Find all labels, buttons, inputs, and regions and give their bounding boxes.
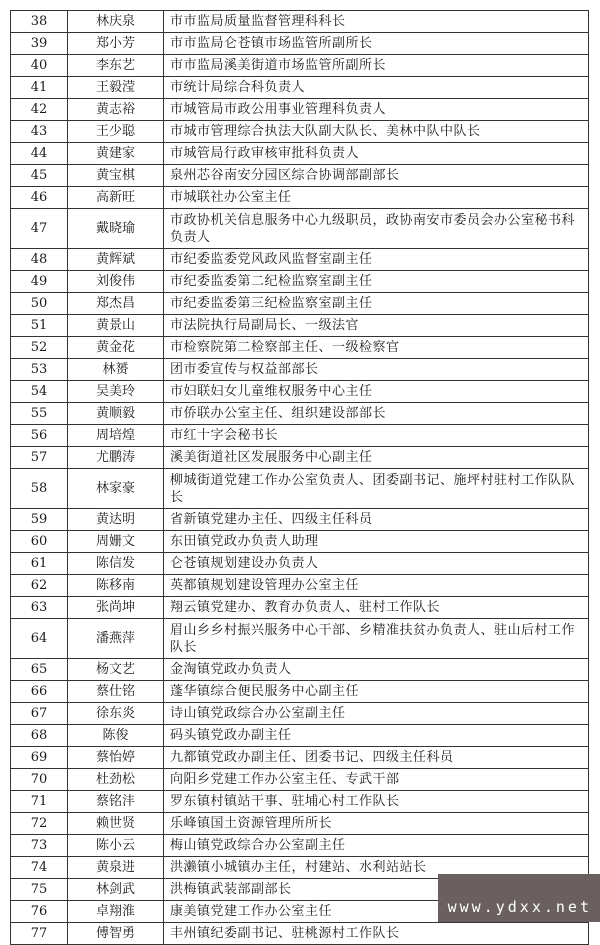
row-number-cell: 74 <box>11 857 68 879</box>
person-name-cell: 戴晓瑜 <box>68 209 164 249</box>
roster-table <box>10 10 589 945</box>
row-number-cell: 48 <box>11 249 68 271</box>
job-title-cell: 市市监局质量监督管理科科长 <box>164 11 589 33</box>
table-row <box>11 403 589 425</box>
row-number-cell: 65 <box>11 659 68 681</box>
row-number-cell: 71 <box>11 791 68 813</box>
table-row <box>11 249 589 271</box>
row-number-cell: 52 <box>11 337 68 359</box>
person-name-cell: 潘燕萍 <box>68 619 164 659</box>
person-name-cell: 黄宝棋 <box>68 165 164 187</box>
job-title-cell: 市城市管理综合执法大队副大队长、美林中队中队长 <box>164 121 589 143</box>
person-name-cell: 尤鹏涛 <box>68 447 164 469</box>
person-name-cell: 陈移南 <box>68 575 164 597</box>
site-watermark <box>438 874 600 922</box>
person-name-cell: 刘俊伟 <box>68 271 164 293</box>
table-row <box>11 209 589 249</box>
person-name-cell: 黄金花 <box>68 337 164 359</box>
job-title-cell: 市法院执行局副局长、一级法官 <box>164 315 589 337</box>
job-title-cell: 市统计局综合科负责人 <box>164 77 589 99</box>
roster-sheet <box>10 10 588 945</box>
person-name-cell: 林家豪 <box>68 469 164 509</box>
person-name-cell: 吴美玲 <box>68 381 164 403</box>
person-name-cell: 张尚坤 <box>68 597 164 619</box>
person-name-cell: 林庆泉 <box>68 11 164 33</box>
row-number-cell: 76 <box>11 901 68 923</box>
job-title-cell: 省新镇党建办主任、四级主任科员 <box>164 509 589 531</box>
row-number-cell: 56 <box>11 425 68 447</box>
table-row <box>11 813 589 835</box>
job-title-cell: 金淘镇党政办负责人 <box>164 659 589 681</box>
table-row <box>11 165 589 187</box>
row-number-cell: 42 <box>11 99 68 121</box>
person-name-cell: 蔡怡婷 <box>68 747 164 769</box>
row-number-cell: 62 <box>11 575 68 597</box>
table-row <box>11 619 589 659</box>
person-name-cell: 傅智勇 <box>68 923 164 945</box>
row-number-cell: 64 <box>11 619 68 659</box>
table-row <box>11 725 589 747</box>
person-name-cell: 郑杰昌 <box>68 293 164 315</box>
table-row <box>11 381 589 403</box>
table-row <box>11 143 589 165</box>
job-title-cell: 泉州芯谷南安分园区综合协调部副部长 <box>164 165 589 187</box>
row-number-cell: 54 <box>11 381 68 403</box>
row-number-cell: 43 <box>11 121 68 143</box>
row-number-cell: 73 <box>11 835 68 857</box>
person-name-cell: 黄达明 <box>68 509 164 531</box>
row-number-cell: 75 <box>11 879 68 901</box>
row-number-cell: 47 <box>11 209 68 249</box>
table-row <box>11 271 589 293</box>
table-row <box>11 509 589 531</box>
row-number-cell: 68 <box>11 725 68 747</box>
job-title-cell: 市侨联办公室主任、组织建设部部长 <box>164 403 589 425</box>
job-title-cell: 溪美街道社区发展服务中心副主任 <box>164 447 589 469</box>
table-row <box>11 11 589 33</box>
table-row <box>11 553 589 575</box>
row-number-cell: 40 <box>11 55 68 77</box>
job-title-cell: 市纪委监委党风政风监督室副主任 <box>164 249 589 271</box>
table-row <box>11 681 589 703</box>
person-name-cell: 杨文艺 <box>68 659 164 681</box>
table-row <box>11 659 589 681</box>
row-number-cell: 59 <box>11 509 68 531</box>
person-name-cell: 陈小云 <box>68 835 164 857</box>
table-row <box>11 575 589 597</box>
job-title-cell: 眉山乡乡村振兴服务中心干部、乡精准扶贫办负责人、驻山后村工作队长 <box>164 619 589 659</box>
table-row <box>11 33 589 55</box>
job-title-cell: 市检察院第二检察部主任、一级检察官 <box>164 337 589 359</box>
table-row <box>11 469 589 509</box>
table-row <box>11 447 589 469</box>
row-number-cell: 55 <box>11 403 68 425</box>
table-row <box>11 359 589 381</box>
job-title-cell: 洪梅镇武装部副部长 <box>164 879 589 901</box>
job-title-cell: 梅山镇党政综合办公室副主任 <box>164 835 589 857</box>
table-row <box>11 337 589 359</box>
job-title-cell: 蓬华镇综合便民服务中心副主任 <box>164 681 589 703</box>
person-name-cell: 林赟 <box>68 359 164 381</box>
job-title-cell: 市纪委监委第三纪检监察室副主任 <box>164 293 589 315</box>
table-row <box>11 703 589 725</box>
row-number-cell: 77 <box>11 923 68 945</box>
table-row <box>11 99 589 121</box>
row-number-cell: 41 <box>11 77 68 99</box>
table-row <box>11 315 589 337</box>
row-number-cell: 67 <box>11 703 68 725</box>
job-title-cell: 市妇联妇女儿童维权服务中心主任 <box>164 381 589 403</box>
job-title-cell: 市市监局溪美街道市场监管所副所长 <box>164 55 589 77</box>
table-row <box>11 77 589 99</box>
row-number-cell: 61 <box>11 553 68 575</box>
job-title-cell: 康美镇党建工作办公室主任 <box>164 901 589 923</box>
job-title-cell: 市城管局市政公用事业管理科负责人 <box>164 99 589 121</box>
job-title-cell: 东田镇党政办负责人助理 <box>164 531 589 553</box>
job-title-cell: 市城联社办公室主任 <box>164 187 589 209</box>
job-title-cell: 诗山镇党政综合办公室副主任 <box>164 703 589 725</box>
table-row <box>11 923 589 945</box>
table-row <box>11 835 589 857</box>
row-number-cell: 69 <box>11 747 68 769</box>
row-number-cell: 44 <box>11 143 68 165</box>
person-name-cell: 黄景山 <box>68 315 164 337</box>
row-number-cell: 72 <box>11 813 68 835</box>
row-number-cell: 58 <box>11 469 68 509</box>
person-name-cell: 李东艺 <box>68 55 164 77</box>
job-title-cell: 团市委宣传与权益部部长 <box>164 359 589 381</box>
person-name-cell: 卓翔淮 <box>68 901 164 923</box>
table-row <box>11 425 589 447</box>
job-title-cell: 乐峰镇国土资源管理所所长 <box>164 813 589 835</box>
table-row <box>11 121 589 143</box>
row-number-cell: 46 <box>11 187 68 209</box>
table-row <box>11 597 589 619</box>
person-name-cell: 黄顺毅 <box>68 403 164 425</box>
person-name-cell: 高新旺 <box>68 187 164 209</box>
person-name-cell: 蔡铭沣 <box>68 791 164 813</box>
person-name-cell: 林剑武 <box>68 879 164 901</box>
person-name-cell: 黄志裕 <box>68 99 164 121</box>
person-name-cell: 郑小芳 <box>68 33 164 55</box>
job-title-cell: 市城管局行政审核审批科负责人 <box>164 143 589 165</box>
row-number-cell: 70 <box>11 769 68 791</box>
table-row <box>11 55 589 77</box>
person-name-cell: 周培煌 <box>68 425 164 447</box>
job-title-cell: 码头镇党政办副主任 <box>164 725 589 747</box>
job-title-cell: 英都镇规划建设管理办公室主任 <box>164 575 589 597</box>
job-title-cell: 向阳乡党建工作办公室主任、专武干部 <box>164 769 589 791</box>
table-row <box>11 187 589 209</box>
person-name-cell: 陈俊 <box>68 725 164 747</box>
job-title-cell: 丰州镇纪委副书记、驻桃源村工作队长 <box>164 923 589 945</box>
job-title-cell: 市市监局仑苍镇市场监管所副所长 <box>164 33 589 55</box>
person-name-cell: 周姗文 <box>68 531 164 553</box>
table-row <box>11 531 589 553</box>
row-number-cell: 39 <box>11 33 68 55</box>
person-name-cell: 黄辉斌 <box>68 249 164 271</box>
row-number-cell: 63 <box>11 597 68 619</box>
person-name-cell: 黄泉进 <box>68 857 164 879</box>
job-title-cell: 仑苍镇规划建设办负责人 <box>164 553 589 575</box>
table-row <box>11 791 589 813</box>
person-name-cell: 黄建家 <box>68 143 164 165</box>
job-title-cell: 市政协机关信息服务中心九级职员，政协南安市委员会办公室秘书科负责人 <box>164 209 589 249</box>
row-number-cell: 50 <box>11 293 68 315</box>
table-row <box>11 769 589 791</box>
job-title-cell: 罗东镇村镇站干事、驻埔心村工作队长 <box>164 791 589 813</box>
job-title-cell: 洪濑镇小城镇办主任，村建站、水利站站长 <box>164 857 589 879</box>
row-number-cell: 38 <box>11 11 68 33</box>
person-name-cell: 赖世贤 <box>68 813 164 835</box>
row-number-cell: 49 <box>11 271 68 293</box>
job-title-cell: 市纪委监委第二纪检监察室副主任 <box>164 271 589 293</box>
row-number-cell: 60 <box>11 531 68 553</box>
row-number-cell: 57 <box>11 447 68 469</box>
watermark-text: www.ydxx.net <box>447 898 592 916</box>
person-name-cell: 王少聪 <box>68 121 164 143</box>
person-name-cell: 徐东炎 <box>68 703 164 725</box>
row-number-cell: 51 <box>11 315 68 337</box>
roster-body <box>11 11 589 945</box>
row-number-cell: 66 <box>11 681 68 703</box>
job-title-cell: 市红十字会秘书长 <box>164 425 589 447</box>
person-name-cell: 王毅滢 <box>68 77 164 99</box>
person-name-cell: 陈信发 <box>68 553 164 575</box>
row-number-cell: 53 <box>11 359 68 381</box>
person-name-cell: 蔡仕铭 <box>68 681 164 703</box>
job-title-cell: 翔云镇党建办、教育办负责人、驻村工作队长 <box>164 597 589 619</box>
job-title-cell: 柳城街道党建工作办公室负责人、团委副书记、施坪村驻村工作队队长 <box>164 469 589 509</box>
job-title-cell: 九都镇党政办副主任、团委书记、四级主任科员 <box>164 747 589 769</box>
table-row <box>11 747 589 769</box>
table-row <box>11 293 589 315</box>
row-number-cell: 45 <box>11 165 68 187</box>
person-name-cell: 杜劲松 <box>68 769 164 791</box>
